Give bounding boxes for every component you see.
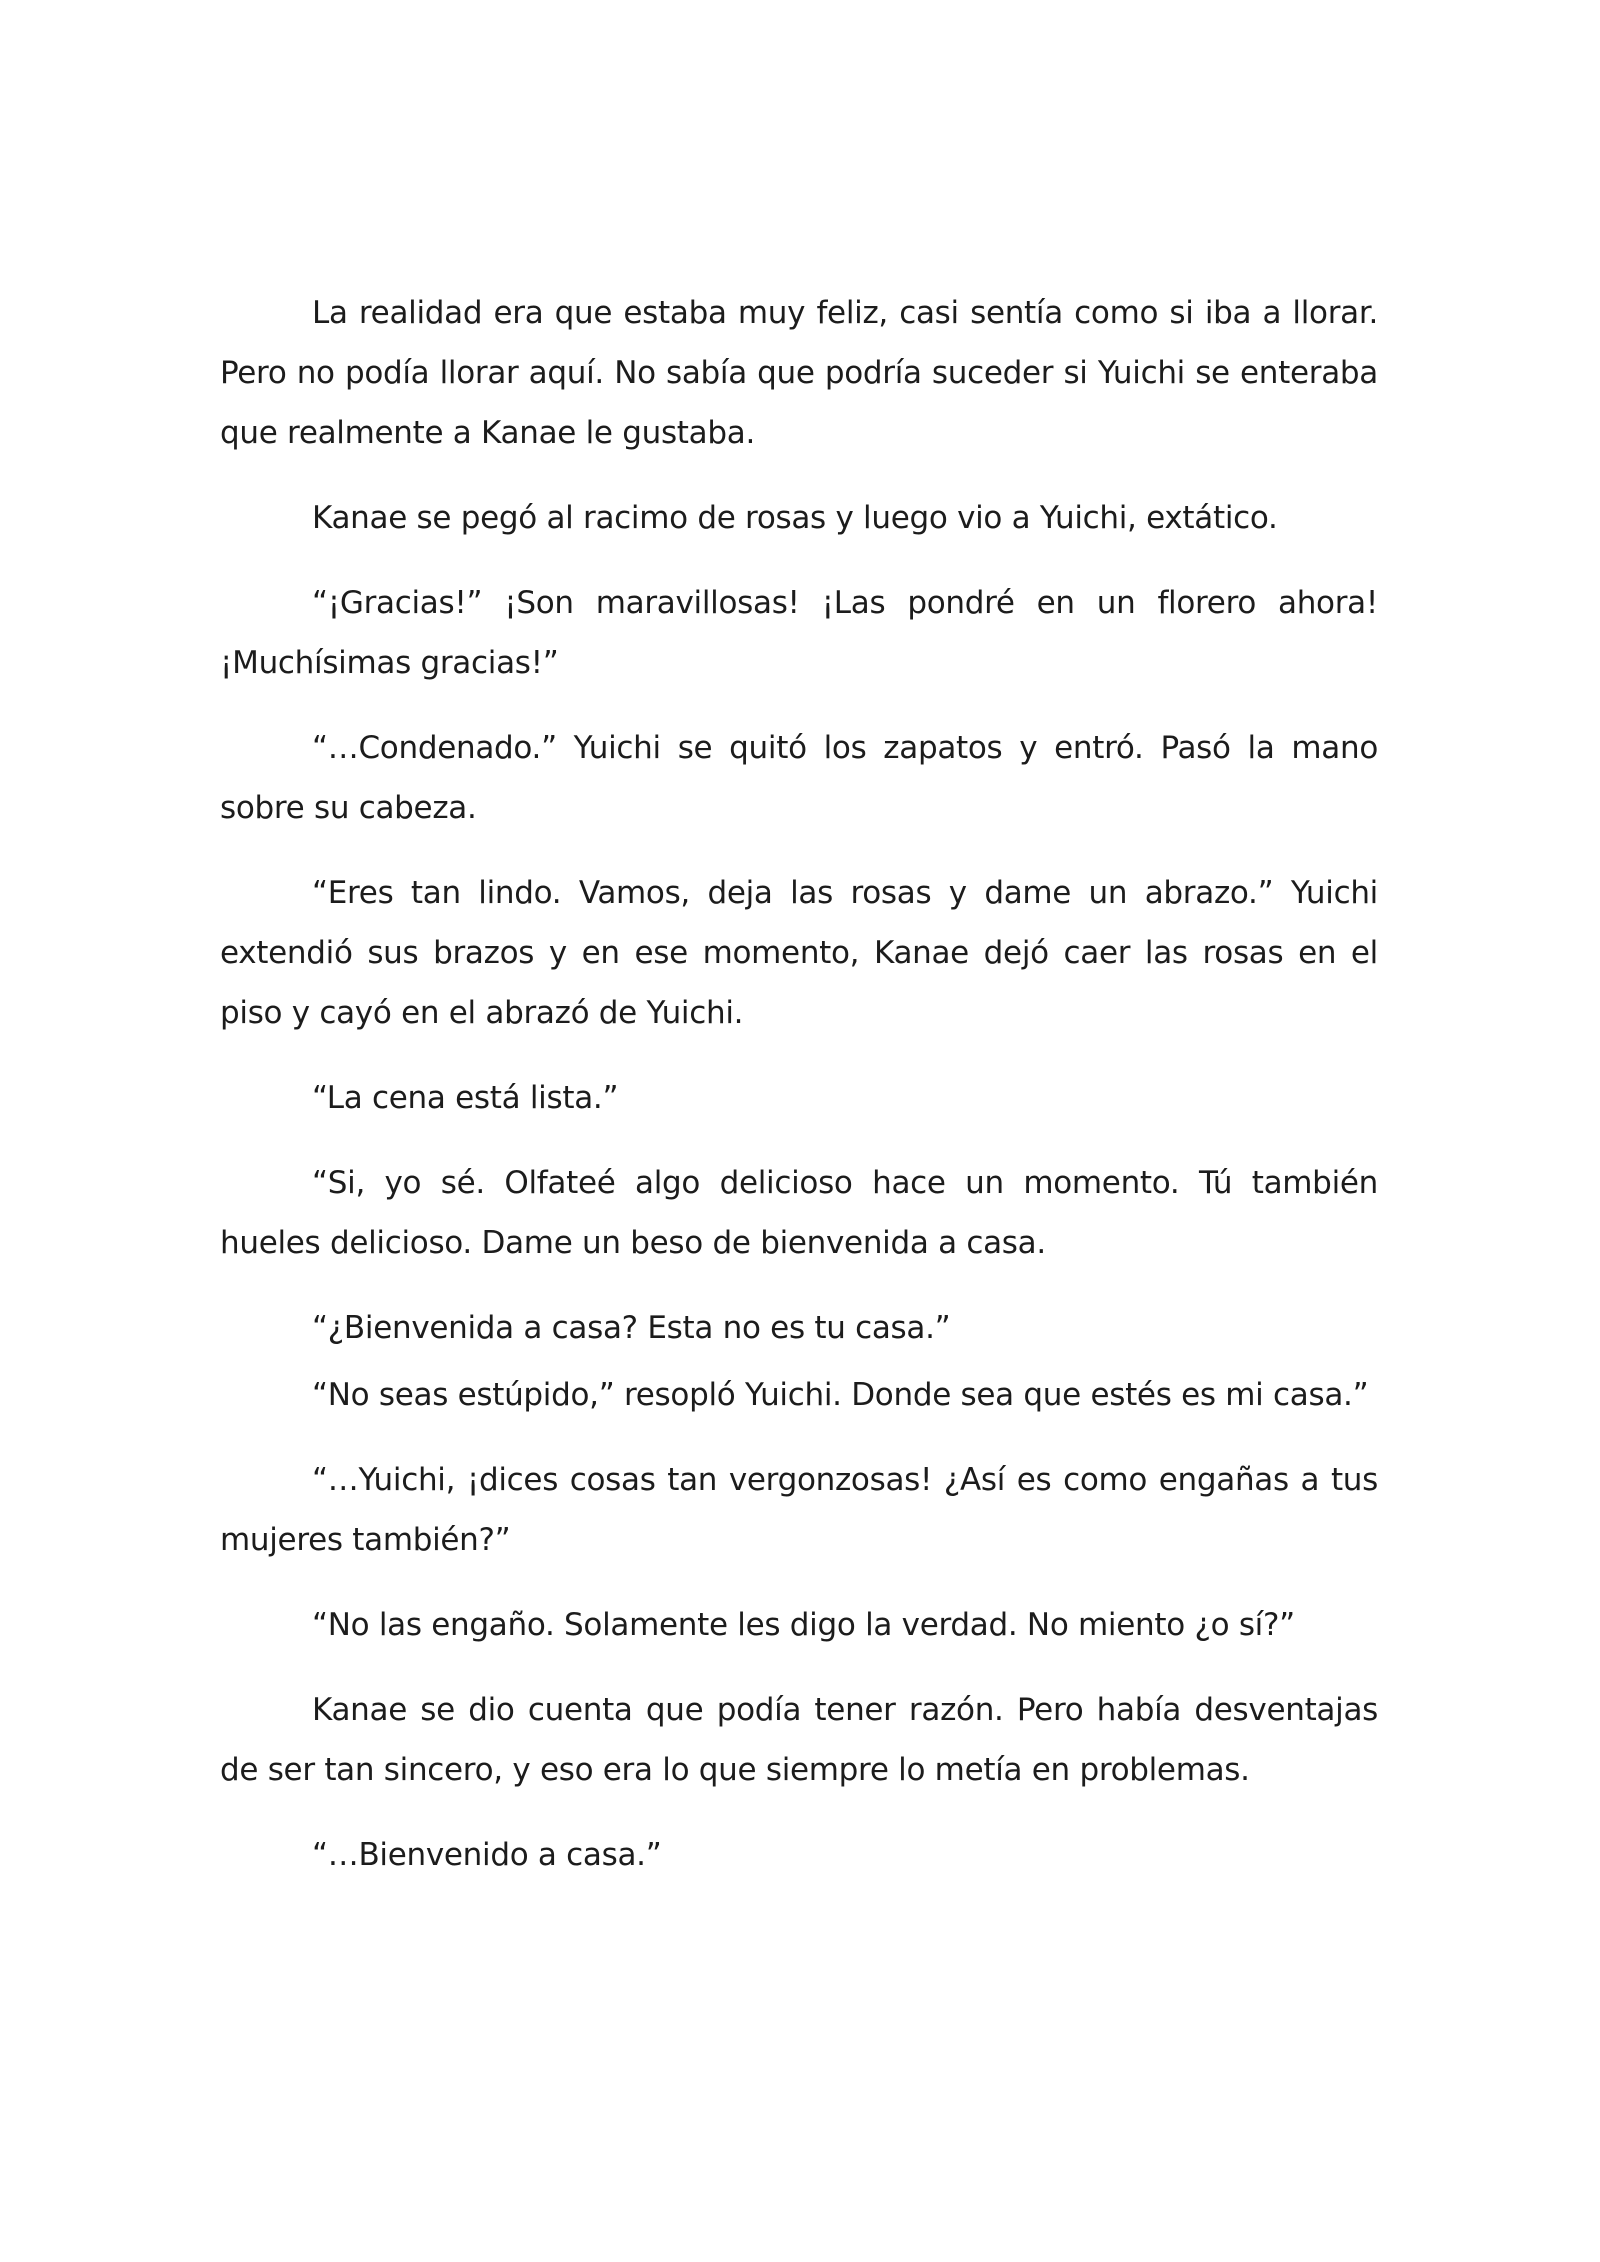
- paragraph-8: “¿Bienvenida a casa? Esta no es tu casa.”: [312, 1310, 951, 1346]
- paragraph-4: “…Condenado.” Yuichi se quitó los zapatos y entró. Pasó la mano sobre su cabeza.: [220, 730, 1378, 826]
- paragraph-3: “¡Gracias!” ¡Son maravillosas! ¡Las pondré en un florero ahora! ¡Muchísimas gracias!”: [220, 585, 1378, 681]
- paragraph-11: “No las engaño. Solamente les digo la verdad. No miento ¿o sí?”: [312, 1607, 1295, 1643]
- paragraph-13: “…Bienvenido a casa.”: [312, 1837, 662, 1873]
- paragraph-7: “Si, yo sé. Olfateé algo delicioso hace un momento. Tú también hueles delicioso. Dame un beso de bienvenida a casa.: [220, 1165, 1378, 1261]
- paragraph-9: “No seas estúpido,” resopló Yuichi. Donde sea que estés es mi casa.”: [312, 1377, 1369, 1413]
- paragraph-1: La realidad era que estaba muy feliz, casi sentía como si iba a llorar. Pero no podía llorar aquí. No sabía que podría suceder si Yuichi se enteraba que realmente a Kanae le gustaba.: [220, 295, 1378, 451]
- paragraph-5: “Eres tan lindo. Vamos, deja las rosas y dame un abrazo.” Yuichi extendió sus brazos y en ese momento, Kanae dejó caer las rosas en el piso y cayó en el abrazó de Yuichi.: [220, 875, 1378, 1031]
- body-text: [220, 283, 1378, 1910]
- paragraph-10: “…Yuichi, ¡dices cosas tan vergonzosas! ¿Así es como engañas a tus mujeres también?”: [220, 1462, 1378, 1558]
- paragraph-6: “La cena está lista.”: [312, 1080, 619, 1116]
- paragraph-2: Kanae se pegó al racimo de rosas y luego vio a Yuichi, extático.: [312, 500, 1278, 536]
- paragraph-12: Kanae se dio cuenta que podía tener razón. Pero había desventajas de ser tan sincero, y eso era lo que siempre lo metía en problemas.: [220, 1692, 1378, 1788]
